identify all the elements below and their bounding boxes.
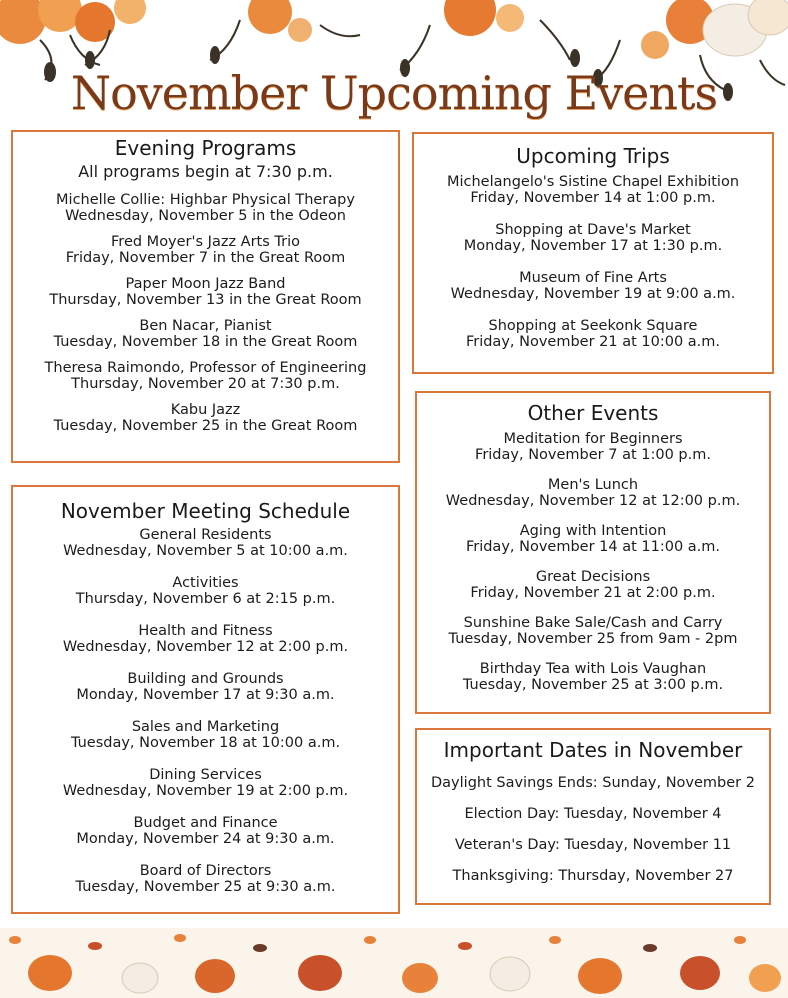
other-event-item: Sunshine Bake Sale/Cash and Carry Tuesday, November 25 from 9am - 2pm <box>448 615 738 647</box>
important-date-item: Daylight Savings Ends: Sunday, November 2 <box>431 775 755 791</box>
other-events-heading: Other Events <box>527 401 659 425</box>
trip-item: Museum of Fine Arts Wednesday, November 19 at 9:00 a.m. <box>450 270 736 302</box>
other-event-item: Men's Lunch Wednesday, November 12 at 12:00 p.m. <box>445 477 741 509</box>
trip-item: Michelangelo's Sistine Chapel Exhibition Friday, November 14 at 1:00 p.m. <box>446 174 740 206</box>
meeting-item: Health and Fitness Wednesday, November 12 at 2:00 p.m. <box>62 623 349 655</box>
evening-programs-heading: Evening Programs <box>114 136 297 160</box>
meeting-item: Board of Directors Tuesday, November 25 at 9:30 a.m. <box>75 863 336 895</box>
upcoming-trips-heading: Upcoming Trips <box>516 144 670 168</box>
important-date-item: Veteran's Day: Tuesday, November 11 <box>454 837 732 853</box>
meeting-schedule-box <box>11 485 400 914</box>
evening-program-item: Ben Nacar, Pianist Tuesday, November 18 in the Great Room <box>53 318 358 350</box>
other-events-box <box>415 391 771 714</box>
evening-program-item: Kabu Jazz Tuesday, November 25 in the Great Room <box>53 402 358 434</box>
harvest-border-bottom <box>0 928 788 998</box>
upcoming-trips-box <box>412 132 774 374</box>
meeting-item: Dining Services Wednesday, November 19 at 2:00 p.m. <box>62 767 349 799</box>
trip-item: Shopping at Dave's Market Monday, November 17 at 1:30 p.m. <box>463 222 723 254</box>
meeting-item: General Residents Wednesday, November 5 at 10:00 a.m. <box>63 527 348 559</box>
important-dates-heading: Important Dates in November <box>443 738 743 762</box>
evening-program-item: Theresa Raimondo, Professor of Engineering Thursday, November 20 at 7:30 p.m. <box>44 360 367 392</box>
meeting-schedule-heading: November Meeting Schedule <box>60 499 351 523</box>
meeting-item: Sales and Marketing Tuesday, November 18 at 10:00 a.m. <box>70 719 341 751</box>
important-date-item: Thanksgiving: Thursday, November 27 <box>452 868 734 884</box>
other-event-item: Birthday Tea with Lois Vaughan Tuesday, November 25 at 3:00 p.m. <box>462 661 724 693</box>
other-event-item: Meditation for Beginners Friday, November 7 at 1:00 p.m. <box>475 431 711 463</box>
trip-item: Shopping at Seekonk Square Friday, November 21 at 10:00 a.m. <box>465 318 721 350</box>
important-date-item: Election Day: Tuesday, November 4 <box>464 806 722 822</box>
page-title: November Upcoming Events <box>70 66 718 120</box>
evening-program-item: Michelle Collie: Highbar Physical Therapy Wednesday, November 5 in the Odeon <box>56 192 355 224</box>
evening-program-item: Fred Moyer's Jazz Arts Trio Friday, November 7 in the Great Room <box>65 234 346 266</box>
evening-program-item: Paper Moon Jazz Band Thursday, November 13 in the Great Room <box>49 276 362 308</box>
other-event-item: Aging with Intention Friday, November 14 at 11:00 a.m. <box>465 523 721 555</box>
evening-programs-subheading: All programs begin at 7:30 p.m. <box>78 162 333 181</box>
meeting-item: Budget and Finance Monday, November 24 at 9:30 a.m. <box>76 815 335 847</box>
important-dates-box <box>415 728 771 905</box>
evening-programs-box <box>11 130 400 463</box>
meeting-item: Activities Thursday, November 6 at 2:15 p.m. <box>75 575 336 607</box>
other-event-item: Great Decisions Friday, November 21 at 2:00 p.m. <box>470 569 716 601</box>
meeting-item: Building and Grounds Monday, November 17 at 9:30 a.m. <box>76 671 335 703</box>
